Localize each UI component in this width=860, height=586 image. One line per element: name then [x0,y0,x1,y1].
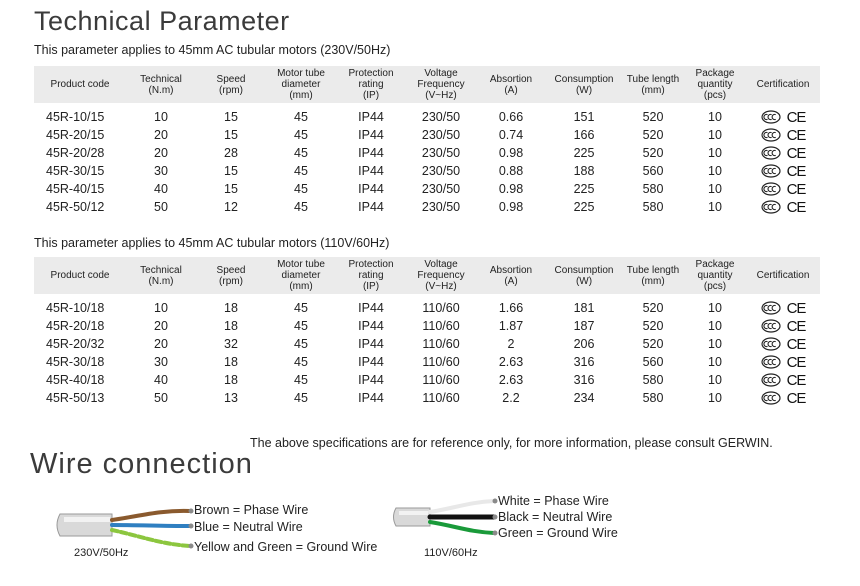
cell-protection-rating: IP44 [358,355,384,369]
cell-protection-rating: IP44 [358,182,384,196]
cell-certification [746,162,820,180]
cell-product-code: 45R-10/18 [46,301,105,315]
cell-speed: 15 [224,128,238,142]
wire-230-label-1: Brown = Phase Wire [194,503,309,517]
cell-absortion: 2 [507,337,515,351]
cell-package-quantity: 10 [708,110,722,124]
cell-absortion: 1.87 [498,319,524,333]
cell-absortion: 1.66 [498,301,524,315]
cell-package-quantity: 10 [708,373,722,387]
cell-voltage-frequency: 110/60 [422,373,460,387]
cell-consumption: 166 [573,128,595,142]
cell-certification [746,335,820,353]
cell-certification [746,180,820,198]
cell-protection-rating: IP44 [358,373,384,387]
cell-product-code: 45R-10/15 [46,110,105,124]
cell-tube-diameter: 45 [294,110,308,124]
cell-consumption: 316 [573,373,595,387]
certification-marks [761,127,806,144]
cell-package-quantity: 10 [708,319,722,333]
cell-tube-length: 580 [642,373,664,387]
cell-tube-diameter: 45 [294,146,308,160]
cell-protection-rating: IP44 [358,319,384,333]
cell-consumption: 151 [573,110,595,124]
cell-package-quantity: 10 [708,301,722,315]
certification-marks [761,318,806,335]
cable-110v-illustration [394,499,498,536]
cell-protection-rating: IP44 [358,337,384,351]
header-voltage-frequency: Voltage Frequency (V~Hz) [406,66,476,103]
cell-certification [746,317,820,335]
cell-speed: 18 [224,373,238,387]
cell-speed: 18 [224,301,238,315]
cell-consumption: 206 [573,337,595,351]
cell-tube-length: 520 [642,301,664,315]
ce-mark: CE [786,299,806,317]
cell-package-quantity: 10 [708,182,722,196]
reference-note: The above specifications are for reference only, for more information, please consult GERWIN. [250,436,773,450]
page-title: Technical Parameter [34,6,290,36]
ccc-mark-icon [761,146,781,160]
cell-product-code: 45R-20/18 [46,319,105,333]
header-consumption: Consumption (W) [546,66,622,103]
cell-voltage-frequency: 110/60 [422,319,460,333]
cell-technical-torque: 50 [154,391,168,405]
header-package-quantity: Package quantity (pcs) [684,257,746,294]
cell-speed: 15 [224,182,238,196]
table2-subtitle: This parameter applies to 45mm AC tubular motors (110V/60Hz) [34,236,390,250]
certification-marks [761,199,806,216]
ccc-mark-icon [761,373,781,387]
table-row [34,371,820,389]
cell-absortion: 0.88 [498,164,524,178]
cell-absortion: 0.98 [498,182,524,196]
cell-product-code: 45R-30/15 [46,164,105,178]
cell-absortion: 0.98 [498,200,524,214]
header-product-code: Product code [34,257,126,294]
table-row [34,335,820,353]
header-protection-rating: Protection rating (IP) [336,66,406,103]
cell-speed: 15 [224,164,238,178]
ccc-mark-icon [761,319,781,333]
cell-tube-diameter: 45 [294,182,308,196]
cell-technical-torque: 20 [154,146,168,160]
cell-protection-rating: IP44 [358,164,384,178]
ccc-mark-icon [761,164,781,178]
table1-subtitle: This parameter applies to 45mm AC tubular motors (230V/50Hz) [34,43,391,57]
ce-mark: CE [786,108,806,126]
wire-white [430,501,494,512]
wire-110-label-1: White = Phase Wire [498,494,609,508]
table-row [34,294,820,317]
cell-tube-diameter: 45 [294,200,308,214]
cell-certification [746,198,820,216]
cell-technical-torque: 40 [154,373,168,387]
cell-voltage-frequency: 230/50 [421,110,461,124]
cell-technical-torque: 20 [154,128,168,142]
header-absortion: Absortion (A) [476,66,546,103]
caption-230v: 230V/50Hz [74,547,129,559]
ce-mark: CE [786,126,806,144]
cell-protection-rating: IP44 [358,128,384,142]
ce-mark: CE [786,180,806,198]
cell-speed: 28 [224,146,238,160]
cell-voltage-frequency: 110/60 [422,355,460,369]
spec-table-230v [34,66,820,216]
cell-technical-torque: 30 [154,355,168,369]
cell-product-code: 45R-30/18 [46,355,105,369]
header-absortion: Absortion (A) [476,257,546,294]
wire-connection-title: Wire connection [30,448,253,480]
cell-technical-torque: 50 [154,200,168,214]
cell-certification [746,389,820,407]
cell-package-quantity: 10 [708,128,722,142]
cell-protection-rating: IP44 [358,391,384,405]
header-tube-length: Tube length (mm) [622,66,684,103]
wire-yellow-green [112,530,190,546]
ccc-mark-icon [761,301,781,315]
certification-marks [761,163,806,180]
wire-110-label-2: Black = Neutral Wire [498,510,613,524]
cell-absortion: 0.66 [498,110,524,124]
cell-protection-rating: IP44 [358,146,384,160]
ce-mark: CE [786,389,806,407]
cell-tube-diameter: 45 [294,301,308,315]
header-package-quantity: Package quantity (pcs) [684,66,746,103]
cell-speed: 18 [224,319,238,333]
cell-voltage-frequency: 110/60 [422,391,460,405]
ce-mark: CE [786,353,806,371]
cell-absortion: 0.98 [498,146,524,160]
cell-product-code: 45R-50/13 [46,391,105,405]
ccc-mark-icon [761,337,781,351]
cable-230v-illustration [57,509,194,549]
cell-technical-torque: 20 [154,337,168,351]
cell-technical-torque: 40 [154,182,168,196]
cell-tube-length: 520 [642,110,664,124]
cell-protection-rating: IP44 [358,110,384,124]
table-row [34,353,820,371]
table-row [34,317,820,335]
table-row [34,126,820,144]
header-protection-rating: Protection rating (IP) [336,257,406,294]
spec-table-110v [34,257,820,407]
cell-tube-diameter: 45 [294,355,308,369]
header-product-code: Product code [34,66,126,103]
ce-mark: CE [786,371,806,389]
ccc-mark-icon [761,128,781,142]
cell-absortion: 0.74 [498,128,524,142]
header-tube-diameter: Motor tube diameter (mm) [266,66,336,103]
certification-marks [761,354,806,371]
cell-product-code: 45R-20/28 [46,146,105,160]
cell-technical-torque: 30 [154,164,168,178]
wire-blue [112,525,190,526]
wire-green [430,522,494,533]
cell-technical-torque: 20 [154,319,168,333]
cell-package-quantity: 10 [708,337,722,351]
cell-package-quantity: 10 [708,391,722,405]
header-speed: Speed (rpm) [196,257,266,294]
cell-tube-length: 580 [642,391,664,405]
header-consumption: Consumption (W) [546,257,622,294]
cell-consumption: 181 [573,301,595,315]
ccc-mark-icon [761,391,781,405]
cell-protection-rating: IP44 [358,301,384,315]
cell-tube-diameter: 45 [294,373,308,387]
cell-tube-diameter: 45 [294,164,308,178]
header-technical-torque: Technical (N.m) [126,66,196,103]
cell-tube-length: 520 [642,146,664,160]
cell-package-quantity: 10 [708,355,722,369]
cell-voltage-frequency: 230/50 [421,128,461,142]
table-row [34,162,820,180]
cell-speed: 13 [224,391,238,405]
cell-voltage-frequency: 110/60 [422,337,460,351]
cell-voltage-frequency: 110/60 [422,301,460,315]
cell-speed: 18 [224,355,238,369]
certification-marks [761,390,806,407]
cell-product-code: 45R-20/32 [46,337,105,351]
cell-voltage-frequency: 230/50 [421,164,461,178]
header-certification: Certification [746,66,820,103]
cell-certification [746,103,820,126]
cell-speed: 12 [224,200,238,214]
ce-mark: CE [786,198,806,216]
cell-protection-rating: IP44 [358,200,384,214]
table-row [34,180,820,198]
ccc-mark-icon [761,182,781,196]
header-technical-torque: Technical (N.m) [126,257,196,294]
cell-tube-length: 560 [642,355,664,369]
cell-consumption: 225 [573,200,595,214]
cell-package-quantity: 10 [708,164,722,178]
table-row [34,198,820,216]
cell-tube-diameter: 45 [294,319,308,333]
caption-110v: 110V/60Hz [424,547,478,559]
certification-marks [761,372,806,389]
cell-package-quantity: 10 [708,200,722,214]
ce-mark: CE [786,162,806,180]
cell-tube-diameter: 45 [294,391,308,405]
header-tube-diameter: Motor tube diameter (mm) [266,257,336,294]
cell-consumption: 187 [573,319,595,333]
cell-tube-diameter: 45 [294,128,308,142]
cell-voltage-frequency: 230/50 [421,200,461,214]
certification-marks [761,300,806,317]
cell-product-code: 45R-20/15 [46,128,105,142]
cell-absortion: 2.2 [502,391,520,405]
cell-tube-length: 560 [642,164,664,178]
cell-certification [746,371,820,389]
cell-speed: 32 [224,337,238,351]
ccc-mark-icon [761,110,781,124]
cell-tube-length: 580 [642,182,664,196]
table-row [34,389,820,407]
cell-certification [746,353,820,371]
certification-marks [761,336,806,353]
table-row [34,144,820,162]
cell-tube-length: 580 [642,200,664,214]
ce-mark: CE [786,144,806,162]
cell-voltage-frequency: 230/50 [421,146,461,160]
cell-technical-torque: 10 [154,110,168,124]
ccc-mark-icon [761,355,781,369]
cell-technical-torque: 10 [154,301,168,315]
cell-product-code: 45R-50/12 [46,200,105,214]
cell-tube-length: 520 [642,337,664,351]
header-tube-length: Tube length (mm) [622,257,684,294]
cell-voltage-frequency: 230/50 [421,182,461,196]
cell-product-code: 45R-40/18 [46,373,105,387]
cell-certification [746,126,820,144]
ce-mark: CE [786,317,806,335]
ccc-mark-icon [761,200,781,214]
certification-marks [761,145,806,162]
wire-brown [112,511,190,520]
cell-certification [746,144,820,162]
cell-tube-diameter: 45 [294,337,308,351]
wire-230-label-3: Yellow and Green = Ground Wire [194,540,378,554]
cell-tube-length: 520 [642,319,664,333]
cell-consumption: 234 [573,391,595,405]
header-speed: Speed (rpm) [196,66,266,103]
wire-110-label-3: Green = Ground Wire [498,526,618,540]
cell-product-code: 45R-40/15 [46,182,105,196]
wire-diagram [0,480,860,586]
header-certification: Certification [746,257,820,294]
cell-absortion: 2.63 [498,373,524,387]
cell-speed: 15 [224,110,238,124]
cell-consumption: 316 [573,355,595,369]
cell-consumption: 225 [573,182,595,196]
cell-tube-length: 520 [642,128,664,142]
ce-mark: CE [786,335,806,353]
cell-consumption: 188 [573,164,595,178]
table-row [34,103,820,126]
header-voltage-frequency: Voltage Frequency (V~Hz) [406,257,476,294]
cell-certification [746,294,820,317]
cell-package-quantity: 10 [708,146,722,160]
wire-230-label-2: Blue = Neutral Wire [194,520,303,534]
cell-consumption: 225 [573,146,595,160]
certification-marks [761,109,806,126]
cell-absortion: 2.63 [498,355,524,369]
certification-marks [761,181,806,198]
